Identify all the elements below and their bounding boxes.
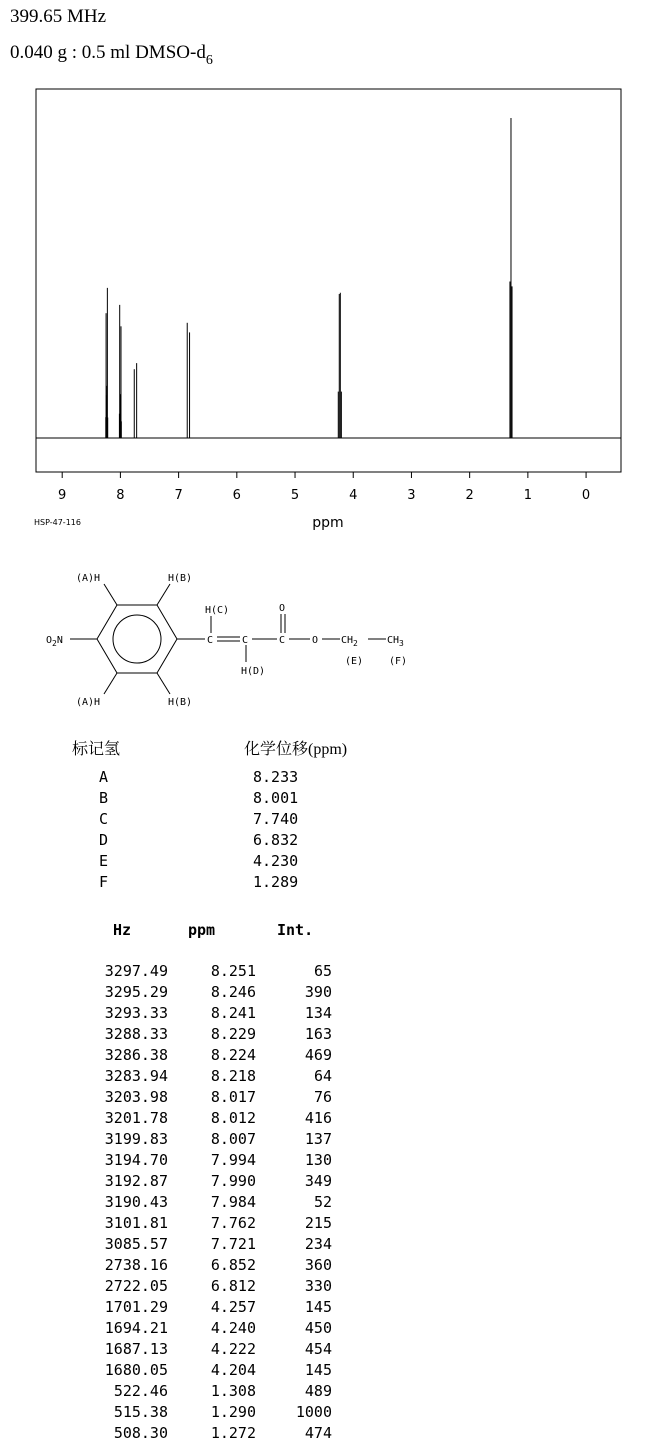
peak-hz: 1694.21 <box>104 1319 168 1337</box>
x-tick-label: 2 <box>465 488 474 503</box>
peak-ppm: 7.990 <box>210 1172 256 1190</box>
x-tick-label: 3 <box>407 488 416 503</box>
peak-int: 215 <box>304 1214 332 1232</box>
peak-hz: 1680.05 <box>104 1361 168 1379</box>
shift-value: 7.740 <box>253 810 299 828</box>
peak-hz: 1687.13 <box>104 1340 168 1358</box>
x-tick-label: 4 <box>349 488 358 503</box>
peak-hz: 3194.70 <box>104 1151 168 1169</box>
shift-value: 6.832 <box>253 831 299 849</box>
peak-hz: 2738.16 <box>104 1256 168 1274</box>
peak-header-int: Int. <box>277 921 314 939</box>
x-tick-label: 5 <box>290 488 300 503</box>
label-ch2: $CH_2$ <box>341 635 358 648</box>
shift-label: C <box>99 810 109 828</box>
peak-hz: 508.30 <box>113 1424 168 1442</box>
peak-ppm: 8.218 <box>210 1067 256 1085</box>
label-c2: C <box>242 635 249 646</box>
label-hb-top: H(B) <box>168 573 193 584</box>
shift-value: 8.233 <box>253 768 299 786</box>
sample-subscript: 6 <box>205 53 213 68</box>
peak-hz: 3190.43 <box>104 1193 168 1211</box>
label-c3: C <box>279 635 286 646</box>
peak-header-ppm: ppm <box>188 921 216 939</box>
x-tick-label: 6 <box>232 488 241 503</box>
shift-label: B <box>99 789 109 807</box>
label-o-ester: O <box>312 635 319 646</box>
peak-hz: 3199.83 <box>104 1130 168 1148</box>
bond-hb-bottom <box>157 673 170 694</box>
peak-int: 52 <box>313 1193 332 1211</box>
peak-ppm: 8.229 <box>210 1025 256 1043</box>
label-e: (E) <box>345 656 364 667</box>
x-tick-label: 1 <box>523 488 533 503</box>
shift-label: F <box>99 873 109 891</box>
label-hc: H(C) <box>205 605 230 616</box>
peak-hz: 3201.78 <box>104 1109 168 1127</box>
peak-ppm: 8.012 <box>210 1109 256 1127</box>
peak-ppm: 6.852 <box>210 1256 256 1274</box>
peak-int: 489 <box>304 1382 332 1400</box>
x-tick-label: 7 <box>174 488 183 503</box>
peak-hz: 3085.57 <box>104 1235 168 1253</box>
peak-ppm: 4.257 <box>210 1298 256 1316</box>
spectrum-code: HSP-47-116 <box>34 518 81 527</box>
peak-hz: 515.38 <box>113 1403 168 1421</box>
peak-ppm: 7.984 <box>210 1193 256 1211</box>
peak-ppm: 1.308 <box>210 1382 256 1400</box>
peak-int: 454 <box>304 1340 332 1358</box>
plot-frame <box>36 89 621 472</box>
label-f: (F) <box>389 656 408 667</box>
shift-value: 4.230 <box>253 852 299 870</box>
peak-ppm: 7.762 <box>210 1214 256 1232</box>
peak-int: 390 <box>304 983 332 1001</box>
peak-ppm: 4.204 <box>210 1361 256 1379</box>
peak-hz: 2722.05 <box>104 1277 168 1295</box>
peak-int: 145 <box>304 1298 332 1316</box>
peak-header-hz: Hz <box>113 921 132 939</box>
peak-hz: 3297.49 <box>104 962 168 980</box>
x-tick-label: 9 <box>58 488 67 503</box>
bond-ha-top <box>104 584 117 605</box>
peak-int: 1000 <box>295 1403 332 1421</box>
peak-hz: 3101.81 <box>104 1214 168 1232</box>
peak-int: 349 <box>304 1172 332 1190</box>
spectrometer-frequency: 399.65 MHz <box>10 6 107 27</box>
shift-col-ppm: 化学位移(ppm) <box>244 741 348 758</box>
x-axis-title: ppm <box>312 515 344 531</box>
peak-int: 134 <box>304 1004 332 1022</box>
nmr-spectrum <box>0 0 652 540</box>
aromatic-circle <box>113 615 161 663</box>
peak-hz: 3288.33 <box>104 1025 168 1043</box>
peak-int: 76 <box>313 1088 332 1106</box>
peak-int: 130 <box>304 1151 332 1169</box>
peak-int: 474 <box>304 1424 332 1442</box>
shift-value: 8.001 <box>253 789 299 807</box>
peak-hz: 3286.38 <box>104 1046 168 1064</box>
label-hd: H(D) <box>241 666 266 677</box>
bond-ha-bottom <box>104 673 117 694</box>
peak-hz: 1701.29 <box>104 1298 168 1316</box>
shift-label: A <box>99 768 109 786</box>
peak-hz: 3203.98 <box>104 1088 168 1106</box>
peaks-layer <box>106 118 512 438</box>
peak-ppm: 8.007 <box>210 1130 256 1148</box>
peak-int: 163 <box>304 1025 332 1043</box>
peak-ppm: 8.246 <box>210 983 256 1001</box>
peak-hz: 522.46 <box>113 1382 168 1400</box>
x-axis-ticks <box>58 472 590 503</box>
peak-ppm: 7.721 <box>210 1235 256 1253</box>
sample-text: 0.040 g : 0.5 ml DMSO-d <box>10 42 206 63</box>
shift-label: E <box>99 852 109 870</box>
peak-int: 360 <box>304 1256 332 1274</box>
peak-hz: 3295.29 <box>104 983 168 1001</box>
peak-int: 137 <box>304 1130 332 1148</box>
shift-value: 1.289 <box>253 873 299 891</box>
peak-hz: 3283.94 <box>104 1067 168 1085</box>
peak-ppm: 4.222 <box>210 1340 256 1358</box>
peak-ppm: 8.241 <box>210 1004 256 1022</box>
label-o-carbonyl: O <box>279 603 286 614</box>
peak-int: 416 <box>304 1109 332 1127</box>
peak-hz: 3192.87 <box>104 1172 168 1190</box>
label-hb-bottom: H(B) <box>168 697 193 708</box>
peak-ppm: 7.994 <box>210 1151 256 1169</box>
peak-int: 145 <box>304 1361 332 1379</box>
peak-hz: 3293.33 <box>104 1004 168 1022</box>
shift-col-label: 标记氢 <box>72 741 121 758</box>
peak-ppm: 8.224 <box>210 1046 256 1064</box>
label-ah-bottom: (A)H <box>76 697 101 708</box>
peak-int: 469 <box>304 1046 332 1064</box>
x-tick-label: 8 <box>116 488 125 503</box>
peak-int: 64 <box>313 1067 332 1085</box>
peak-int: 330 <box>304 1277 332 1295</box>
molecule-structure <box>0 560 440 720</box>
label-ah-top: (A)H <box>76 573 101 584</box>
peak-ppm: 8.017 <box>210 1088 256 1106</box>
label-no2: $O_2N$ <box>46 635 63 648</box>
peak-ppm: 1.272 <box>210 1424 256 1442</box>
peak-ppm: 4.240 <box>210 1319 256 1337</box>
shift-label: D <box>99 831 109 849</box>
label-ch3: $CH_3$ <box>387 635 404 648</box>
peak-ppm: 8.251 <box>210 962 256 980</box>
peak-int: 234 <box>304 1235 332 1253</box>
bond-hb-top <box>157 584 170 605</box>
peak-int: 450 <box>304 1319 332 1337</box>
peak-ppm: 1.290 <box>210 1403 256 1421</box>
peak-ppm: 6.812 <box>210 1277 256 1295</box>
x-tick-label: 0 <box>581 488 591 503</box>
peak-int: 65 <box>313 962 332 980</box>
label-c1: C <box>207 635 214 646</box>
